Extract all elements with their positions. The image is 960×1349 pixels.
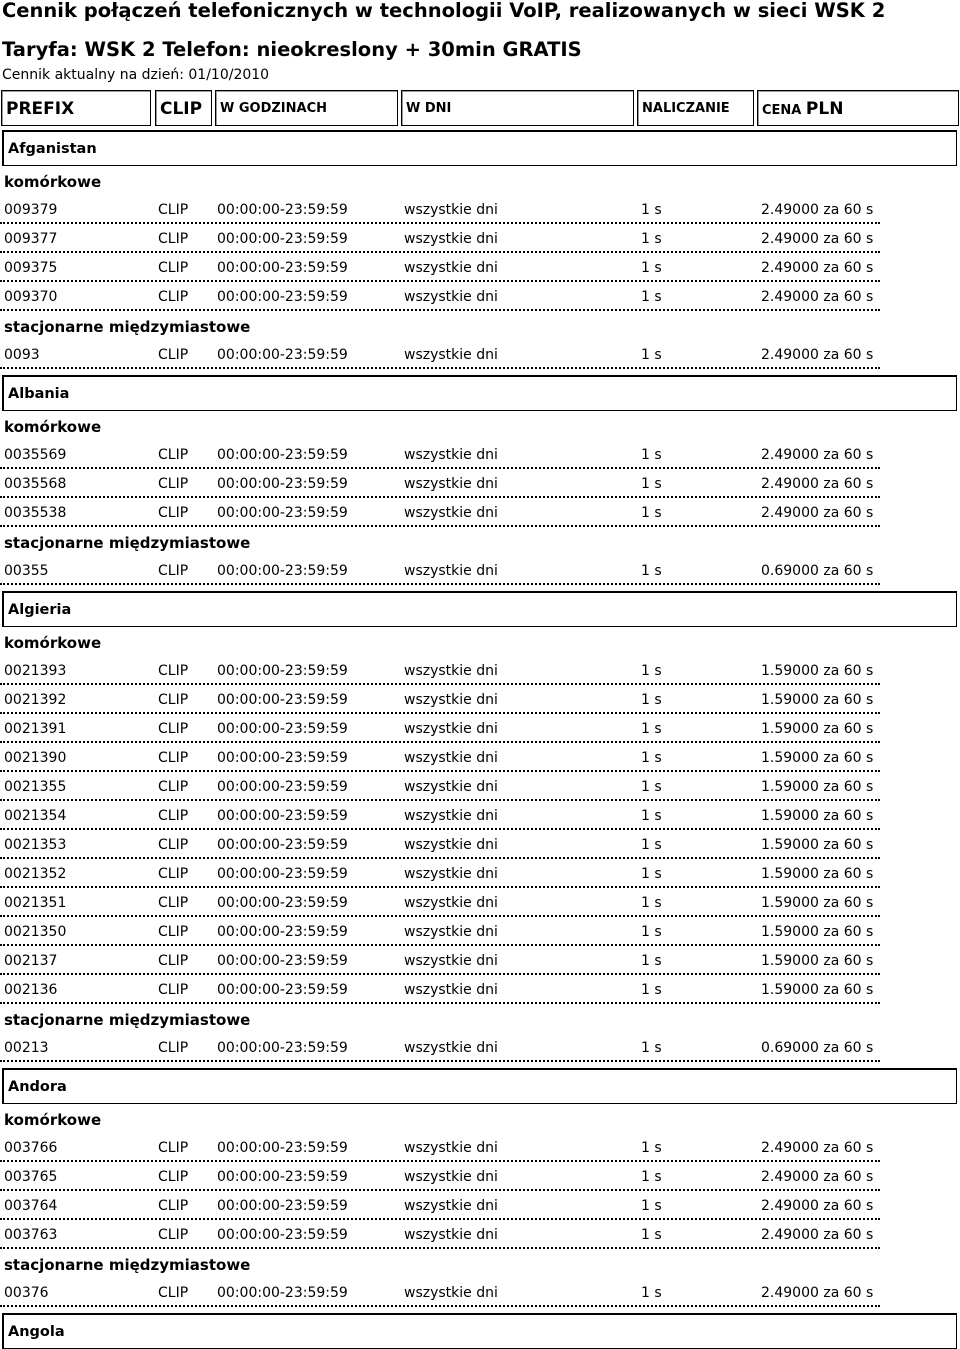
row-hours: 00:00:00-23:59:59 xyxy=(217,953,348,969)
header-price xyxy=(757,90,959,126)
row-clip: CLIP xyxy=(158,347,189,363)
row-days: wszystkie dni xyxy=(404,447,498,463)
row-hours: 00:00:00-23:59:59 xyxy=(217,1227,348,1243)
table-row xyxy=(0,282,960,311)
row-price: 2.49000 za 60 s xyxy=(761,289,874,305)
row-hours: 00:00:00-23:59:59 xyxy=(217,924,348,940)
row-clip: CLIP xyxy=(158,750,189,766)
row-price: 2.49000 za 60 s xyxy=(761,505,874,521)
row-days: wszystkie dni xyxy=(404,895,498,911)
row-days: wszystkie dni xyxy=(404,924,498,940)
row-price: 2.49000 za 60 s xyxy=(761,231,874,247)
row-hours: 00:00:00-23:59:59 xyxy=(217,447,348,463)
country-header: Algieria xyxy=(2,591,957,627)
row-prefix: 009370 xyxy=(4,289,58,305)
row-prefix: 0021393 xyxy=(4,663,67,679)
row-clip: CLIP xyxy=(158,1285,189,1301)
category-label: stacjonarne międzymiastowe xyxy=(4,534,251,552)
price-list-date: Cennik aktualny na dzień: 01/10/2010 xyxy=(2,67,270,83)
row-prefix: 0021390 xyxy=(4,750,67,766)
page-title: Cennik połączeń telefonicznych w technologii VoIP, realizowanych w sieci WSK 2 xyxy=(2,0,886,22)
row-clip: CLIP xyxy=(158,924,189,940)
row-prefix: 00376 xyxy=(4,1285,49,1301)
table-row xyxy=(0,946,960,975)
row-hours: 00:00:00-23:59:59 xyxy=(217,231,348,247)
row-price: 1.59000 za 60 s xyxy=(761,953,874,969)
row-price: 2.49000 za 60 s xyxy=(761,1198,874,1214)
row-prefix: 003763 xyxy=(4,1227,58,1243)
row-prefix: 003766 xyxy=(4,1140,58,1156)
row-clip: CLIP xyxy=(158,953,189,969)
row-prefix: 0021350 xyxy=(4,924,67,940)
row-billing: 1 s xyxy=(641,1169,662,1185)
header-days-label: W DNI xyxy=(406,101,452,116)
row-billing: 1 s xyxy=(641,202,662,218)
row-prefix: 0035569 xyxy=(4,447,67,463)
row-prefix: 0021354 xyxy=(4,808,67,824)
row-price: 1.59000 za 60 s xyxy=(761,982,874,998)
table-row xyxy=(0,1220,960,1249)
table-row xyxy=(0,830,960,859)
category-label: komórkowe xyxy=(4,634,102,652)
row-days: wszystkie dni xyxy=(404,1227,498,1243)
row-hours: 00:00:00-23:59:59 xyxy=(217,808,348,824)
header-billing xyxy=(637,90,754,126)
row-billing: 1 s xyxy=(641,953,662,969)
row-prefix: 00355 xyxy=(4,563,49,579)
row-clip: CLIP xyxy=(158,663,189,679)
header-clip xyxy=(155,90,212,126)
row-price: 2.49000 za 60 s xyxy=(761,1285,874,1301)
row-prefix: 0021355 xyxy=(4,779,67,795)
row-price: 1.59000 za 60 s xyxy=(761,924,874,940)
table-header xyxy=(0,90,960,128)
table-row xyxy=(0,801,960,830)
row-billing: 1 s xyxy=(641,663,662,679)
row-hours: 00:00:00-23:59:59 xyxy=(217,1169,348,1185)
row-billing: 1 s xyxy=(641,231,662,247)
table-row xyxy=(0,714,960,743)
row-hours: 00:00:00-23:59:59 xyxy=(217,260,348,276)
row-prefix: 002137 xyxy=(4,953,58,969)
row-days: wszystkie dni xyxy=(404,982,498,998)
row-prefix: 00213 xyxy=(4,1040,49,1056)
row-clip: CLIP xyxy=(158,1169,189,1185)
row-days: wszystkie dni xyxy=(404,202,498,218)
row-clip: CLIP xyxy=(158,202,189,218)
row-clip: CLIP xyxy=(158,1227,189,1243)
row-prefix: 0035568 xyxy=(4,476,67,492)
row-hours: 00:00:00-23:59:59 xyxy=(217,837,348,853)
row-prefix: 0093 xyxy=(4,347,40,363)
row-billing: 1 s xyxy=(641,837,662,853)
row-billing: 1 s xyxy=(641,347,662,363)
row-billing: 1 s xyxy=(641,750,662,766)
row-billing: 1 s xyxy=(641,779,662,795)
row-price: 1.59000 za 60 s xyxy=(761,750,874,766)
row-clip: CLIP xyxy=(158,779,189,795)
row-hours: 00:00:00-23:59:59 xyxy=(217,1198,348,1214)
table-row xyxy=(0,1133,960,1162)
category-label: stacjonarne międzymiastowe xyxy=(4,318,251,336)
row-hours: 00:00:00-23:59:59 xyxy=(217,721,348,737)
row-billing: 1 s xyxy=(641,808,662,824)
header-hours xyxy=(215,90,398,126)
row-days: wszystkie dni xyxy=(404,1140,498,1156)
row-prefix: 009377 xyxy=(4,231,58,247)
row-days: wszystkie dni xyxy=(404,837,498,853)
table-row xyxy=(0,224,960,253)
row-price: 1.59000 za 60 s xyxy=(761,692,874,708)
row-prefix: 0035538 xyxy=(4,505,67,521)
row-billing: 1 s xyxy=(641,1198,662,1214)
row-price: 2.49000 za 60 s xyxy=(761,347,874,363)
row-hours: 00:00:00-23:59:59 xyxy=(217,779,348,795)
country-header: Andora xyxy=(2,1068,957,1104)
row-prefix: 009375 xyxy=(4,260,58,276)
row-hours: 00:00:00-23:59:59 xyxy=(217,1140,348,1156)
row-price: 2.49000 za 60 s xyxy=(761,476,874,492)
row-billing: 1 s xyxy=(641,1140,662,1156)
row-days: wszystkie dni xyxy=(404,808,498,824)
table-row xyxy=(0,253,960,282)
row-prefix: 002136 xyxy=(4,982,58,998)
row-clip: CLIP xyxy=(158,563,189,579)
row-price: 1.59000 za 60 s xyxy=(761,808,874,824)
category-label: komórkowe xyxy=(4,173,102,191)
row-billing: 1 s xyxy=(641,982,662,998)
row-hours: 00:00:00-23:59:59 xyxy=(217,1285,348,1301)
row-billing: 1 s xyxy=(641,1227,662,1243)
table-row xyxy=(0,195,960,224)
row-clip: CLIP xyxy=(158,447,189,463)
row-billing: 1 s xyxy=(641,476,662,492)
table-row xyxy=(0,975,960,1004)
row-price: 2.49000 za 60 s xyxy=(761,1169,874,1185)
row-clip: CLIP xyxy=(158,721,189,737)
row-clip: CLIP xyxy=(158,808,189,824)
row-clip: CLIP xyxy=(158,476,189,492)
row-days: wszystkie dni xyxy=(404,260,498,276)
table-row xyxy=(0,440,960,469)
row-clip: CLIP xyxy=(158,1140,189,1156)
table-row xyxy=(0,498,960,527)
row-price: 0.69000 za 60 s xyxy=(761,563,874,579)
row-days: wszystkie dni xyxy=(404,1285,498,1301)
table-row xyxy=(0,685,960,714)
table-row xyxy=(0,1033,960,1062)
row-days: wszystkie dni xyxy=(404,750,498,766)
row-price: 1.59000 za 60 s xyxy=(761,721,874,737)
row-days: wszystkie dni xyxy=(404,692,498,708)
table-row xyxy=(0,772,960,801)
row-price: 2.49000 za 60 s xyxy=(761,1140,874,1156)
row-clip: CLIP xyxy=(158,895,189,911)
category-label: stacjonarne międzymiastowe xyxy=(4,1256,251,1274)
row-billing: 1 s xyxy=(641,447,662,463)
header-clip-label: CLIP xyxy=(160,99,203,119)
category-label: komórkowe xyxy=(4,1111,102,1129)
row-days: wszystkie dni xyxy=(404,231,498,247)
row-clip: CLIP xyxy=(158,837,189,853)
header-currency-label: PLN xyxy=(805,99,844,119)
row-billing: 1 s xyxy=(641,289,662,305)
row-prefix: 0021391 xyxy=(4,721,67,737)
row-clip: CLIP xyxy=(158,231,189,247)
price-list xyxy=(0,130,960,1349)
row-days: wszystkie dni xyxy=(404,779,498,795)
row-price: 2.49000 za 60 s xyxy=(761,202,874,218)
header-days xyxy=(401,90,634,126)
country-header: Albania xyxy=(2,375,957,411)
row-days: wszystkie dni xyxy=(404,505,498,521)
row-prefix: 0021353 xyxy=(4,837,67,853)
row-price: 1.59000 za 60 s xyxy=(761,895,874,911)
row-days: wszystkie dni xyxy=(404,866,498,882)
row-prefix: 0021392 xyxy=(4,692,67,708)
table-row xyxy=(0,859,960,888)
row-clip: CLIP xyxy=(158,1040,189,1056)
row-price: 1.59000 za 60 s xyxy=(761,837,874,853)
row-days: wszystkie dni xyxy=(404,563,498,579)
row-days: wszystkie dni xyxy=(404,1198,498,1214)
row-days: wszystkie dni xyxy=(404,953,498,969)
category-label: komórkowe xyxy=(4,418,102,436)
table-row xyxy=(0,656,960,685)
row-prefix: 0021352 xyxy=(4,866,67,882)
table-row xyxy=(0,469,960,498)
tariff-line: Taryfa: WSK 2 Telefon: nieokreslony + 30min GRATIS xyxy=(2,38,582,61)
row-clip: CLIP xyxy=(158,505,189,521)
table-row xyxy=(0,556,960,585)
category-label: stacjonarne międzymiastowe xyxy=(4,1011,251,1029)
row-hours: 00:00:00-23:59:59 xyxy=(217,347,348,363)
row-clip: CLIP xyxy=(158,692,189,708)
row-price: 1.59000 za 60 s xyxy=(761,663,874,679)
row-hours: 00:00:00-23:59:59 xyxy=(217,982,348,998)
country-header: Angola xyxy=(2,1313,957,1349)
table-row xyxy=(0,1191,960,1220)
row-hours: 00:00:00-23:59:59 xyxy=(217,505,348,521)
header-billing-label: NALICZANIE xyxy=(642,101,730,116)
row-clip: CLIP xyxy=(158,260,189,276)
row-price: 0.69000 za 60 s xyxy=(761,1040,874,1056)
row-clip: CLIP xyxy=(158,982,189,998)
row-price: 2.49000 za 60 s xyxy=(761,1227,874,1243)
row-clip: CLIP xyxy=(158,866,189,882)
row-prefix: 003765 xyxy=(4,1169,58,1185)
row-billing: 1 s xyxy=(641,692,662,708)
row-prefix: 009379 xyxy=(4,202,58,218)
row-billing: 1 s xyxy=(641,260,662,276)
row-hours: 00:00:00-23:59:59 xyxy=(217,692,348,708)
table-row xyxy=(0,917,960,946)
row-hours: 00:00:00-23:59:59 xyxy=(217,663,348,679)
row-billing: 1 s xyxy=(641,1040,662,1056)
table-row xyxy=(0,1278,960,1307)
row-prefix: 003764 xyxy=(4,1198,58,1214)
table-row xyxy=(0,1162,960,1191)
row-days: wszystkie dni xyxy=(404,476,498,492)
row-price: 2.49000 za 60 s xyxy=(761,447,874,463)
header-hours-label: W GODZINACH xyxy=(220,101,328,116)
row-hours: 00:00:00-23:59:59 xyxy=(217,476,348,492)
row-billing: 1 s xyxy=(641,505,662,521)
table-row xyxy=(0,340,960,369)
header-price-label: CENA xyxy=(762,103,802,118)
row-billing: 1 s xyxy=(641,895,662,911)
row-billing: 1 s xyxy=(641,924,662,940)
row-days: wszystkie dni xyxy=(404,1040,498,1056)
row-hours: 00:00:00-23:59:59 xyxy=(217,750,348,766)
row-billing: 1 s xyxy=(641,866,662,882)
country-header: Afganistan xyxy=(2,130,957,166)
header-prefix xyxy=(1,90,151,126)
row-clip: CLIP xyxy=(158,289,189,305)
row-billing: 1 s xyxy=(641,1285,662,1301)
row-days: wszystkie dni xyxy=(404,289,498,305)
header-prefix-label: PREFIX xyxy=(6,99,75,119)
row-days: wszystkie dni xyxy=(404,663,498,679)
row-hours: 00:00:00-23:59:59 xyxy=(217,563,348,579)
row-price: 2.49000 za 60 s xyxy=(761,260,874,276)
row-prefix: 0021351 xyxy=(4,895,67,911)
table-row xyxy=(0,888,960,917)
row-billing: 1 s xyxy=(641,563,662,579)
row-hours: 00:00:00-23:59:59 xyxy=(217,866,348,882)
table-row xyxy=(0,743,960,772)
row-billing: 1 s xyxy=(641,721,662,737)
row-clip: CLIP xyxy=(158,1198,189,1214)
row-hours: 00:00:00-23:59:59 xyxy=(217,895,348,911)
row-price: 1.59000 za 60 s xyxy=(761,866,874,882)
row-days: wszystkie dni xyxy=(404,1169,498,1185)
row-hours: 00:00:00-23:59:59 xyxy=(217,202,348,218)
row-hours: 00:00:00-23:59:59 xyxy=(217,1040,348,1056)
row-days: wszystkie dni xyxy=(404,721,498,737)
row-price: 1.59000 za 60 s xyxy=(761,779,874,795)
row-hours: 00:00:00-23:59:59 xyxy=(217,289,348,305)
row-days: wszystkie dni xyxy=(404,347,498,363)
